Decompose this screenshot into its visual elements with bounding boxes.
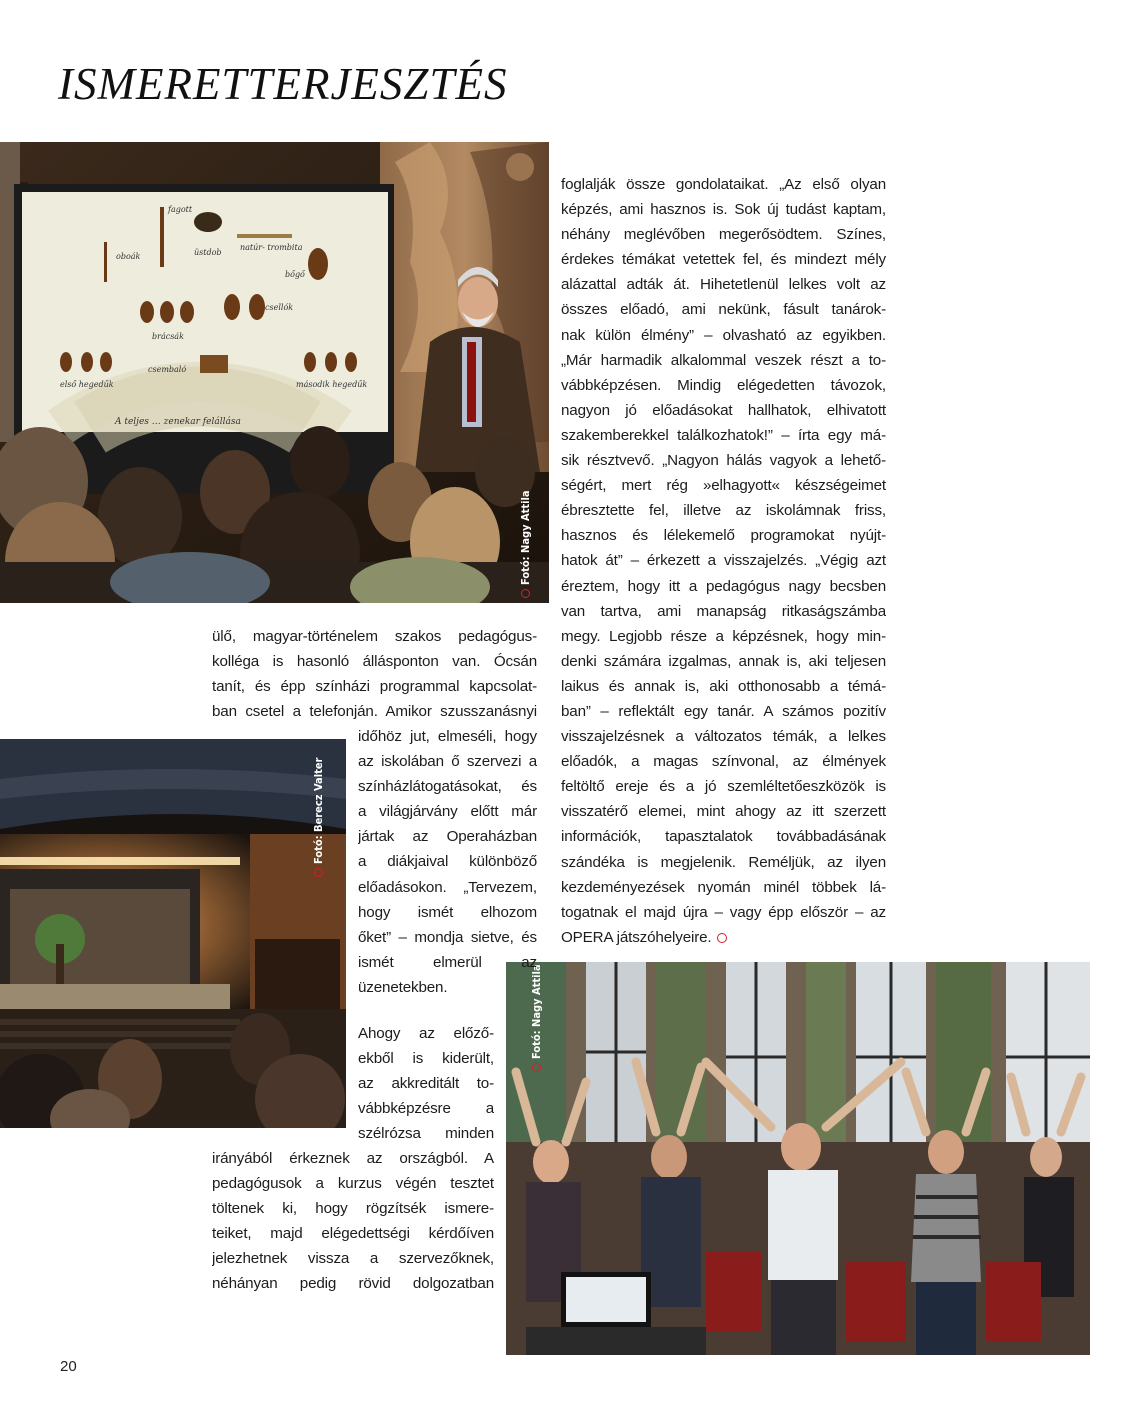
text-line: ekből is kiderült, [358, 1050, 494, 1068]
text-line: az akkreditált to- [358, 1075, 494, 1093]
photo-credit-ring-icon [314, 868, 323, 877]
text-line: ban csetel a telefonján. Amikor szusszanásnyi [212, 703, 537, 721]
text-line: nak külön élmény” – olvasható az egyikben. [561, 326, 886, 344]
article-left-bottom [212, 1146, 494, 1297]
text-line: megy. Legjobb része a képzésnek, hogy min- [561, 627, 886, 645]
slide-label-trombita: natúr- trombita [240, 243, 303, 252]
text-line: előadásokon. „Tervezem, [358, 878, 537, 896]
text-line: Ahogy az előző- [358, 1025, 494, 1042]
text-line: ismét elmerül az [358, 953, 537, 971]
text-line: visszajelzésnek a változatos témák, a lelkes [561, 728, 886, 746]
text-line: időhöz jut, elmeséli, hogy [358, 728, 537, 745]
text-line: az iskolában ő szervezi a [358, 753, 537, 771]
text-line: irányából érkeznek az országból. A [212, 1150, 494, 1167]
text-line: teiket, majd elégedettségi kérdőíven [212, 1225, 494, 1243]
text-line: jártak az Operaházban [358, 828, 537, 846]
text-line: visszatérő elemei, mint ahogy az itt szerzett [561, 803, 886, 821]
text-line: a világjárvány előtt már [358, 803, 537, 821]
slide-label-boga: bőgő [285, 270, 305, 279]
text-line: „Már harmadik alkalommal veszek részt a to- [561, 351, 886, 369]
photo-credit-ring-icon [521, 589, 530, 598]
text-line: szándéka is megjelenik. Reméljük, az ilyen [561, 853, 886, 871]
slide-label-masodhegeduk: második hegedűk [296, 380, 368, 389]
text-line: ban” – reflektált egy tanár. A számos pozitív [561, 702, 886, 720]
text-line: információk, tapasztalatok továbbadásának [561, 828, 886, 846]
text-line: foglalják össze gondolataikat. „Az első olyan [561, 176, 886, 193]
text-line: hasznos és lélekemelő programokat nyújt- [561, 527, 886, 545]
article-end-icon [717, 933, 727, 943]
text-line: összes előadó, ami nekünk, fásult tanárok- [561, 301, 886, 319]
text-line: jelezhetnek vissza a szervezőknek, [212, 1250, 494, 1268]
text-line: OPERA játszóhelyeire. [561, 925, 886, 950]
text-line: van tartva, ami manapság ritkaságszámba [561, 602, 886, 620]
text-line: a diákjaival különböző [358, 853, 537, 871]
photo-credit-ring-icon [532, 1063, 541, 1072]
slide-label-bracsak: brácsák [152, 332, 184, 341]
text-line: kezdeményezések nyomán minél többek lá- [561, 878, 886, 896]
text-line: érdekes témákat vetettek fel, és mindezt mély [561, 251, 886, 269]
text-line: feltöltő ereje és a jó szemléltetőeszközök is [561, 778, 886, 796]
workshop-photo [506, 962, 1090, 1355]
text-line: laikus és annak is, aki otthonosabb a témá- [561, 677, 886, 695]
text-line: alázattal adták át. Hihetetlenül lelkes volt az [561, 276, 886, 294]
slide-label-csellok: csellók [265, 303, 294, 312]
text-line: hogy ismét elhozom [358, 903, 537, 921]
text-line: tanít, és épp színházi programmal kapcsolat- [212, 678, 537, 696]
text-line: őket” – mondja sietve, és [358, 928, 537, 946]
text-line: ébresztette fel, illetve az iskolámnak friss, [561, 502, 886, 520]
article-left-wide [212, 624, 537, 724]
section-title: ISMERETTERJESZTÉS [58, 59, 508, 109]
photo-credit: Fotó: Nagy Attila [530, 964, 543, 1072]
text-line: pedagógusok a kurzus végén tesztet [212, 1175, 494, 1193]
text-line: néhány meglévőben megerősödtem. Színes, [561, 226, 886, 244]
text-line: üzenetekben. [358, 978, 448, 996]
page-number: 20 [60, 1358, 77, 1375]
slide-label-ustdob: üstdob [194, 248, 222, 257]
text-line: színházlátogatásokat, és [358, 778, 537, 796]
text-line: szélrózsa minden [358, 1125, 494, 1143]
photo-credit: Fotó: Berecz Valter [312, 758, 325, 877]
text-line: képzés, ami hasznos is. Sok új tudást kaptam, [561, 201, 886, 219]
photo-credit: Fotó: Nagy Attila [519, 490, 532, 598]
text-line: vábbképzésre a [358, 1100, 494, 1118]
text-line: togatnak el majd újra – vagy épp először – az [561, 903, 886, 921]
text-line: nagyon jó előadásokat hallhatok, elhivatott [561, 401, 886, 419]
article-right-column [561, 172, 886, 950]
article-left-narrow [358, 724, 537, 1000]
lecture-photo [0, 142, 549, 603]
text-line: vábbképzésen. Mindig elégedetten távozok, [561, 376, 886, 394]
text-line: éreztem, hogy itt a pedagógus nagy becsben [561, 577, 886, 595]
text-line: denki számára izgalmas, annak is, aki teljesen [561, 652, 886, 670]
text-line: szakemberekkel találkozhatok!” – írta egy má- [561, 426, 886, 444]
slide-label-oboak: oboák [116, 252, 141, 261]
slide-caption: A teljes … zenekar felállása [115, 417, 241, 427]
text-line: töltenek ki, hogy rögzítsék ismere- [212, 1200, 494, 1218]
theatre-photo [0, 739, 346, 1128]
text-line: ségért, mert rég »elhagyott« készségeimet [561, 477, 886, 495]
text-line: néhányan pedig rövid dolgozatban [212, 1275, 494, 1293]
article-left-narrow-2 [358, 1021, 494, 1146]
text-line: hatok át” – érkezett a visszajelzés. „Végig azt [561, 552, 886, 570]
text-line: sik résztvevő. „Nagyon hálás vagyok a lehető- [561, 452, 886, 470]
slide-label-csembalo: csembaló [148, 365, 187, 374]
text-line: előadók, a magas színvonal, az élmények [561, 753, 886, 771]
text-line: ülő, magyar-történelem szakos pedagógus- [212, 628, 537, 645]
text-line: kolléga is hasonló állásponton van. Ócsán [212, 653, 537, 671]
slide-label-elsohegeduk: első hegedűk [60, 380, 114, 389]
slide-label-fagott: fagott [168, 205, 193, 214]
